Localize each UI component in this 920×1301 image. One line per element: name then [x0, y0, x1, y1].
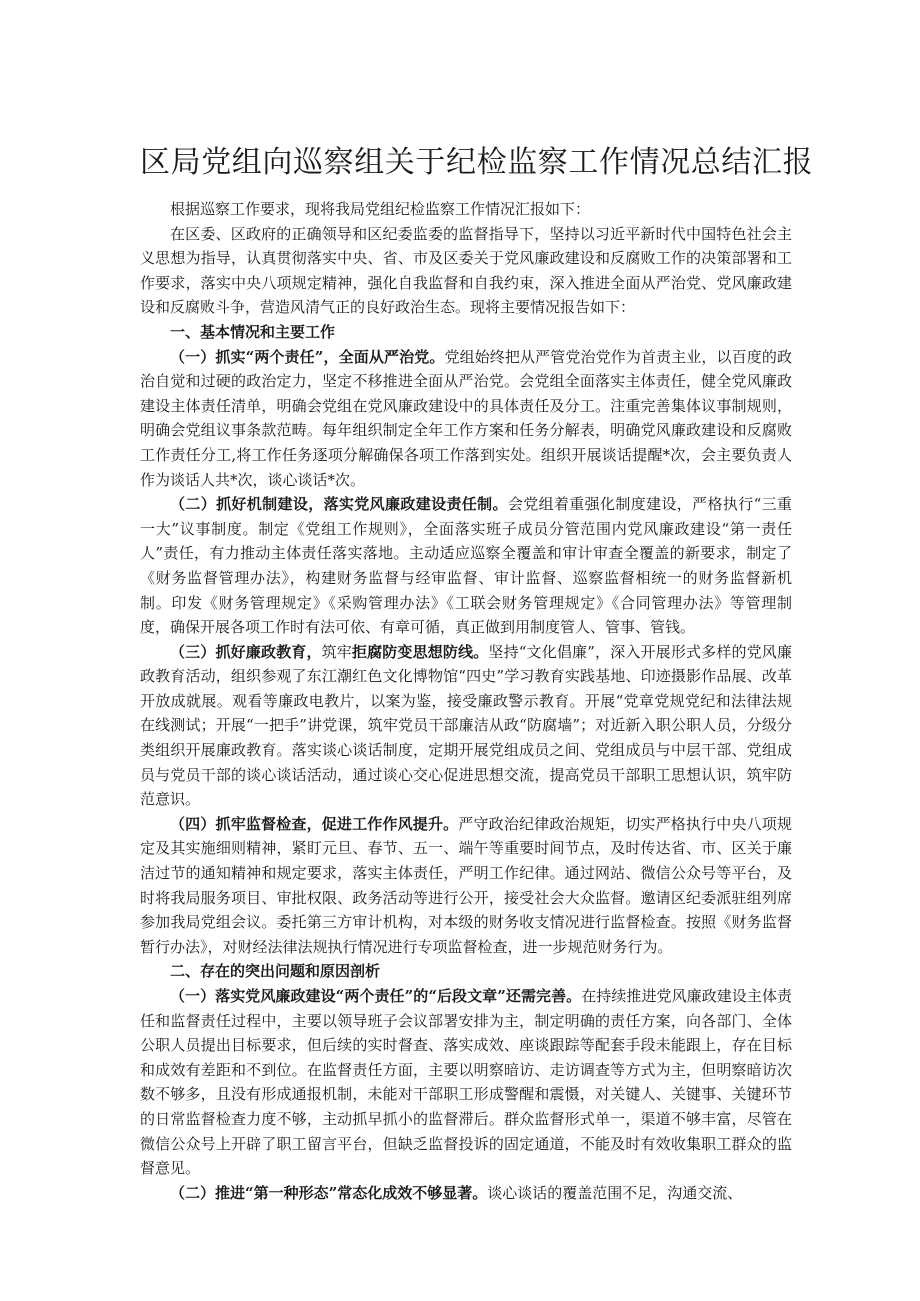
section2-item-2-text: 谈心谈话的覆盖范围不足，沟通交流、 — [487, 1183, 743, 1202]
section-heading-2: 二、存在的突出问题和原因剖析 — [170, 962, 381, 981]
section2-item-2-lead: （二）推进“第一种形态”常态化成效不够显著。 — [170, 1183, 488, 1202]
document-body — [140, 197, 792, 1205]
section1-item-3-lead: （三）抓好廉政教育， — [170, 642, 322, 661]
section1-item-3-lead-normal: 筑牢 — [321, 642, 352, 661]
section1-item-1-lead: （一）抓实“两个责任”，全面从严治党。 — [170, 347, 445, 366]
section2-item-2 — [140, 1181, 792, 1206]
section1-item-2 — [140, 492, 792, 640]
document-title: 区局党组向巡察组关于纪检监察工作情况总结汇报 — [140, 145, 814, 180]
section1-item-3-lead-end: 拒腐防变思想防线。 — [351, 642, 489, 661]
section1-item-4-text: 严守政治纪律政治规矩，切实严格执行中央八项规定及其实施细则精神，紧盯元旦、春节、五一、端午等重要时间节点，及时传达省、市、区关于廉洁过节的通知精神和规定要求，落实主体责任，严明工作纪律。通过网站、微信公众号等平台，及时将我局服务项目、审批权限、政务活动等进行公开，接受社会大众监督。邀请区纪委派驻组列席参加我局党组会议。委托第三方审计机构，对本级的财务收支情况进行监督检查。按照《财务监督暂行办法》，对财经法律法规执行情况进行专项监督检查，进一步规范财务行为。 — [140, 814, 792, 956]
section1-item-4-lead: （四）抓牢监督检查，促进工作作风提升。 — [170, 814, 459, 833]
preface-paragraph: 在区委、区政府的正确领导和区纪委监委的监督指导下，坚持以习近平新时代中国特色社会主义思想为指导，认真贯彻落实中央、省、市及区委关于党风廉政建设和反腐败工作的决策部署和工作要求，落实中央八项规定精神，强化自我监督和自我约束，深入推进全面从严治党、党风廉政建设和反腐败斗争，营造风清气正的良好政治生态。现将主要情况报告如下： — [140, 224, 792, 317]
section1-item-3-text: 坚持“文化倡廉”，深入开展形式多样的党风廉政教育活动，组织参观了东江潮红色文化博物馆“四史”学习教育实践基地、印迹摄影作品展、改革开放成就展。观看等廉政电教片，以案为鉴，接受廉政警示教育。开展“党章党规党纪和法律法规在线测试；开展“一把手”讲党课，筑牢党员干部廉洁从政“防腐墙”；对近新入职公职人员，分级分类组织开展廉政教育。落实谈心谈话制度，定期开展党组成员之间、党组成员与中层干部、党组成员与党员干部的谈心谈话活动，通过谈心交心促进思想交流，提高党员干部职工思想认识，筑牢防范意识。 — [140, 642, 792, 809]
section1-item-2-lead: （二）抓好机制建设，落实党风廉政建设责任制。 — [170, 495, 508, 514]
section1-item-3 — [140, 640, 792, 812]
intro-paragraph: 根据巡察工作要求，现将我局党组纪检监察工作情况汇报如下： — [170, 200, 591, 218]
section1-item-1-text: 党组始终把从严管党治党作为首责主业，以百度的政治自觉和过硬的政治定力，坚定不移推进全面从严治党。会党组全面落实主体责任，健全党风廉政建设主体责任清单，明确会党组在党风廉政建设中的具体责任及分工。注重完善集体议事制规则，明确会党组议事条款范畴。每年组织制定全年工作方案和任务分解表，明确党风廉政建设和反腐败工作责任分工,将工作任务逐项分解确保各项工作落到实处。组织开展谈话提醒*次，会主要负责人作为谈话人共*次，谈心谈话*次。 — [140, 347, 792, 489]
section1-item-1 — [140, 345, 792, 493]
section2-item-1-text: 在持续推进党风廉政建设主体责任和监督责任过程中，主要以领导班子会议部署安排为主，制定明确的责任方案，向各部门、全体公职人员提出目标要求，但后续的实时督查、落实成效、座谈跟踪等配套手段未能跟上，存在目标和成效有差距和不到位。在监督责任方面，主要以明察暗访、走访调查等方式为主，但明察暗访次数不够多，且没有形成通报机制，未能对干部职工形成警醒和震慑，对关键人、关键事、关键环节的日常监督检查力度不够，主动抓早抓小的监督滞后。群众监督形式单一，渠道不够丰富，尽管在微信公众号上开辟了职工留言平台，但缺乏监督投诉的固定通道，不能及时有效收集职工群众的监督意见。 — [140, 987, 793, 1178]
section1-item-2-text: 会党组着重强化制度建设，严格执行“三重一大”议事制度。制定《党组工作规则》，全面落实班子成员分管范围内党风廉政建设“第一责任人”责任，有力推动主体责任落实落地。主动适应巡察全覆盖和审计审查全覆盖的新要求，制定了《财务监督管理办法》，构建财务监督与经审监督、审计监督、巡察监督相统一的财务监督新机制。印发《财务管理规定》《采购管理办法》《工联会财务管理规定》《合同管理办法》等管理制度，确保开展各项工作时有法可依、有章可循，真正做到用制度管人、管事、管钱。 — [140, 495, 792, 637]
section1-item-4 — [140, 812, 792, 960]
section2-item-1-lead: （一）落实党风廉政建设“两个责任”的“后段文章”还需完善。 — [170, 987, 582, 1005]
section2-item-1 — [140, 984, 792, 1181]
section-heading-1: 一、基本情况和主要工作 — [170, 322, 336, 341]
